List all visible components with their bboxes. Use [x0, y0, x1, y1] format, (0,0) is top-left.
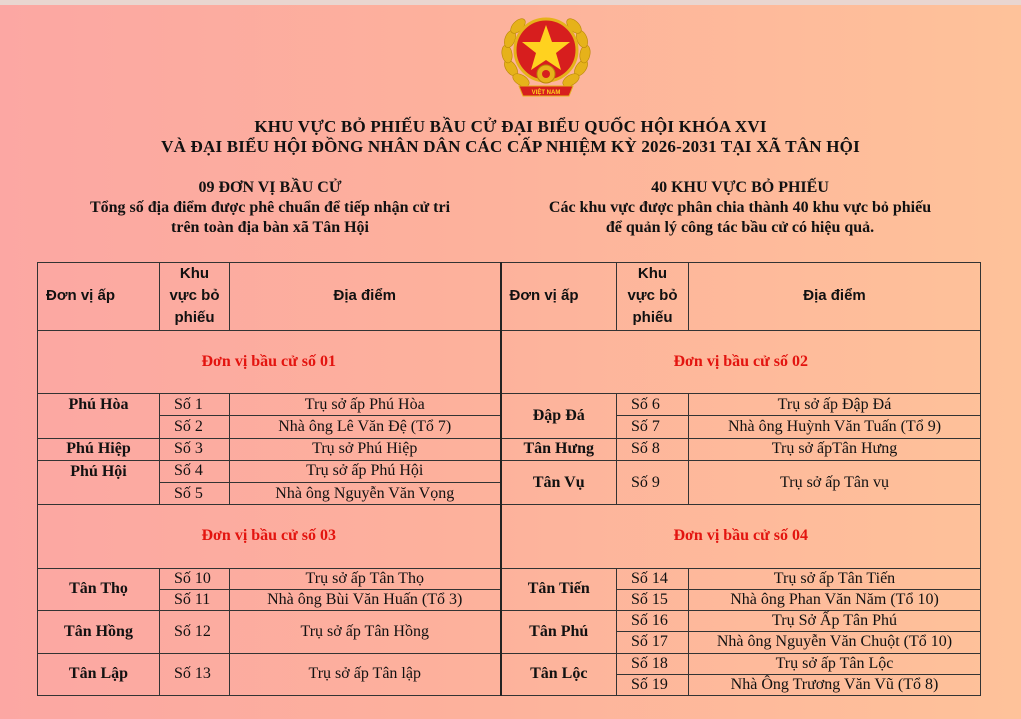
- hamlet-cell: Phú Hòa: [38, 394, 160, 438]
- emblem-ribbon-text: VIỆT NAM: [531, 90, 561, 96]
- location-cell: Trụ sở ấp Tân Hồng: [230, 611, 501, 653]
- hamlet-cell: Tân Lập: [38, 653, 160, 695]
- right-summary: [500, 178, 980, 238]
- left-summary-line2: trên toàn địa bàn xã Tân Hội: [171, 219, 369, 236]
- header-area-line2: vực bỏ: [627, 287, 678, 305]
- table-row: [38, 611, 981, 632]
- area-number: Số 1: [160, 394, 230, 416]
- hamlet-cell: Đập Đá: [501, 394, 617, 438]
- hamlet-cell: Tân Tiến: [501, 568, 617, 610]
- header-area: [617, 263, 689, 331]
- location-cell: Nhà Ông Trương Văn Vũ (Tổ 8): [689, 674, 981, 695]
- location-cell: Nhà ông Bùi Văn Huấn (Tổ 3): [230, 589, 501, 610]
- unit-04-heading: Đơn vị bầu cử số 04: [501, 505, 981, 569]
- area-number: Số 11: [160, 589, 230, 610]
- hamlet-cell: Tân Thọ: [38, 568, 160, 610]
- location-cell: Trụ sở Phú Hiệp: [230, 438, 501, 460]
- area-number: Số 2: [160, 416, 230, 438]
- table-header-row: [38, 263, 981, 331]
- header-area-line2: vực bỏ: [169, 287, 220, 305]
- right-summary-line1: Các khu vực được phân chia thành 40 khu vực bỏ phiếu: [548, 199, 932, 216]
- table-row: [38, 438, 981, 460]
- right-summary-heading: 40 KHU VỰC BỎ PHIẾU: [651, 179, 829, 196]
- header-location: Địa điểm: [689, 263, 981, 331]
- area-number: Số 14: [617, 568, 689, 589]
- area-number: Số 13: [160, 653, 230, 695]
- area-number: Số 15: [617, 589, 689, 610]
- hamlet-cell: Tân Hồng: [38, 611, 160, 653]
- table-row: [38, 460, 981, 482]
- table-row: [38, 653, 981, 674]
- location-cell: Trụ sở ấpTân Hưng: [689, 438, 981, 460]
- area-number: Số 17: [617, 632, 689, 653]
- header-area: [160, 263, 230, 331]
- table-row: [38, 568, 981, 589]
- location-cell: Nhà ông Lê Văn Đệ (Tổ 7): [230, 416, 501, 438]
- area-number: Số 12: [160, 611, 230, 653]
- location-cell: Trụ sở ấp Phú Hòa: [230, 394, 501, 416]
- location-cell: Nhà ông Huỳnh Văn Tuấn (Tổ 9): [689, 416, 981, 438]
- table-row: [38, 394, 981, 416]
- location-cell: Trụ sở ấp Tân Thọ: [230, 568, 501, 589]
- area-number: Số 9: [617, 460, 689, 504]
- header-area-line3: phiếu: [632, 309, 673, 327]
- left-summary: [30, 178, 510, 238]
- area-number: Số 7: [617, 416, 689, 438]
- hamlet-cell: Tân Phú: [501, 611, 617, 653]
- page-title-line1: KHU VỰC BỎ PHIẾU BẦU CỬ ĐẠI BIỂU QUỐC HỘI KHÓA XVI: [254, 117, 767, 136]
- location-cell: Trụ Sở Ấp Tân Phú: [689, 611, 981, 632]
- area-number: Số 6: [617, 394, 689, 416]
- header-area-line1: Khu: [179, 265, 210, 283]
- left-summary-heading: 09 ĐƠN VỊ BẦU CỬ: [198, 179, 342, 196]
- location-cell: Trụ sở ấp Tân vụ: [689, 460, 981, 504]
- header-area-line3: phiếu: [174, 309, 215, 327]
- unit-row: [38, 330, 981, 394]
- page-title-line2: VÀ ĐẠI BIỂU HỘI ĐỒNG NHÂN DÂN CÁC CẤP NHIỆM KỲ 2026-2031 TẠI XÃ TÂN HỘI: [161, 137, 860, 156]
- left-summary-line1: Tổng số địa điểm được phê chuẩn để tiếp nhận cử tri: [89, 199, 451, 216]
- header-area-line1: Khu: [637, 265, 668, 283]
- top-border: [0, 0, 1021, 5]
- area-number: Số 8: [617, 438, 689, 460]
- header-hamlet: Đơn vị ấp: [501, 263, 617, 331]
- hamlet-cell: Phú Hội: [38, 460, 160, 504]
- header-hamlet: Đơn vị ấp: [38, 263, 160, 331]
- area-number: Số 4: [160, 460, 230, 482]
- header-location: Địa điểm: [230, 263, 501, 331]
- hamlet-cell: Phú Hiệp: [38, 438, 160, 460]
- unit-03-heading: Đơn vị bầu cử số 03: [38, 505, 501, 569]
- hamlet-cell: Tân Hưng: [501, 438, 617, 460]
- area-number: Số 10: [160, 568, 230, 589]
- unit-02-heading: Đơn vị bầu cử số 02: [501, 330, 981, 394]
- unit-row: [38, 505, 981, 569]
- location-cell: Nhà ông Nguyễn Văn Chuột (Tổ 10): [689, 632, 981, 653]
- hamlet-cell: Tân Lộc: [501, 653, 617, 695]
- area-number: Số 16: [617, 611, 689, 632]
- location-cell: Trụ sở ấp Tân Tiến: [689, 568, 981, 589]
- hamlet-cell: Tân Vụ: [501, 460, 617, 504]
- area-number: Số 5: [160, 483, 230, 505]
- location-cell: Nhà ông Phan Văn Năm (Tổ 10): [689, 589, 981, 610]
- area-number: Số 18: [617, 653, 689, 674]
- location-cell: Trụ sở ấp Đập Đá: [689, 394, 981, 416]
- location-cell: Trụ sở ấp Tân Lộc: [689, 653, 981, 674]
- location-cell: Trụ sở ấp Tân lập: [230, 653, 501, 695]
- right-summary-line2: để quản lý công tác bầu cử có hiệu quả.: [605, 219, 875, 236]
- unit-01-heading: Đơn vị bầu cử số 01: [38, 330, 501, 394]
- area-number: Số 19: [617, 674, 689, 695]
- location-cell: Nhà ông Nguyễn Văn Vọng: [230, 483, 501, 505]
- location-cell: Trụ sở ấp Phú Hội: [230, 460, 501, 482]
- area-number: Số 3: [160, 438, 230, 460]
- national-emblem-icon: [499, 8, 593, 102]
- polling-areas-table: [37, 262, 981, 696]
